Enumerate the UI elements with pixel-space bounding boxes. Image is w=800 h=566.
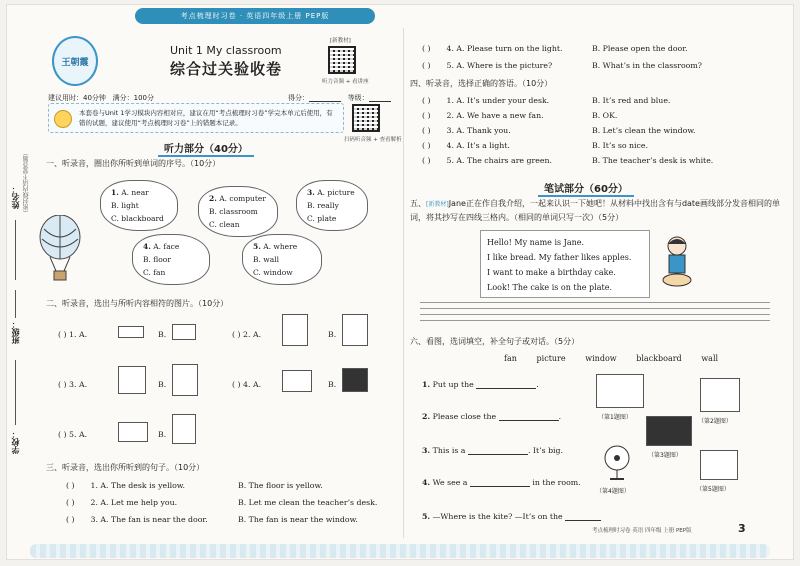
bee-icon <box>54 110 72 128</box>
q1-3-a[interactable]: A. picture <box>317 188 355 197</box>
exam-title: 综合过关验收卷 <box>170 60 283 78</box>
writing-line[interactable] <box>420 314 770 315</box>
name-line <box>15 220 16 280</box>
answer-blank[interactable] <box>468 447 528 455</box>
q3-title: 三、听录音，选出你所听到的句子。（10分） <box>46 463 205 472</box>
answer-paren[interactable]: ( ) <box>66 481 75 490</box>
word-bank-item: blackboard <box>636 354 682 363</box>
jane-intro-box <box>480 230 650 298</box>
hot-air-balloon-icon <box>36 215 84 285</box>
score-label: 满分：100分 <box>112 94 154 102</box>
writing-line[interactable] <box>420 302 770 303</box>
answer-paren[interactable]: ( ) <box>232 330 241 339</box>
q3-item-4: ( ) 4. A. Please turn on the light. <box>422 44 563 53</box>
q3-item-4-b: B. Please open the door. <box>592 44 688 53</box>
q1-title: 一、听录音，圈出你所听到单词的序号。（10分） <box>46 159 221 168</box>
q2-item-1: ( ) 1. A. B. <box>58 330 87 339</box>
answer-blank[interactable] <box>470 479 530 487</box>
caption-4: （第4题图） <box>596 488 630 495</box>
fan-picture <box>602 444 632 482</box>
blackboard-picture <box>646 416 692 446</box>
q4-item-3: ( ) 3. A. Thank you. <box>422 126 511 135</box>
usage-note <box>48 103 344 133</box>
intro-line-4: Look! The cake is on the plate. <box>487 283 612 292</box>
dengdi-field[interactable] <box>369 94 391 102</box>
q2-item-3: ( ) 3. A. B. <box>58 380 87 389</box>
answer-paren[interactable]: ( ) <box>232 380 241 389</box>
answer-blank[interactable] <box>476 381 536 389</box>
word-bank-item: picture <box>536 354 566 363</box>
writing-line[interactable] <box>420 308 770 309</box>
logo-text: 王朝霞 <box>61 57 89 68</box>
answer-blank[interactable] <box>565 513 601 521</box>
answer-paren[interactable]: ( ) <box>58 380 67 389</box>
word-bank-item: fan <box>504 354 517 363</box>
q3-item-5: ( ) 5. A. Where is the picture? <box>422 61 553 70</box>
answer-paren[interactable]: ( ) <box>58 430 67 439</box>
answer-paren[interactable]: ( ) <box>66 498 75 507</box>
q1-bubble-1: 1. A. near B. light C. blackboard <box>100 180 178 231</box>
window-icon <box>118 366 146 394</box>
q1-4-a[interactable]: A. face <box>153 242 180 251</box>
computer-icon <box>342 368 368 392</box>
top-banner: 考点梳理时习卷 · 英语四年级上册 PEP版 <box>135 8 375 24</box>
window-picture <box>700 378 740 412</box>
unit-title: Unit 1 My classroom <box>170 44 282 57</box>
q4-title: 四、听录音，选择正确的答语。（10分） <box>410 79 553 88</box>
q2-item-2: ( ) 2. A. B. <box>232 330 261 339</box>
qr-code-audio[interactable] <box>328 46 356 74</box>
listening-header: 听力部分（40分） <box>158 140 254 157</box>
brand-logo <box>52 36 98 86</box>
defen-label: 得分： <box>288 94 309 102</box>
page-number: 3 <box>738 522 746 535</box>
q3-item-2-b: B. Let me clean the teacher’s desk. <box>238 498 378 507</box>
q4-item-4-b: B. It’s so nice. <box>592 141 649 150</box>
girl-jane-icon <box>660 234 694 292</box>
writing-header: 笔试部分（60分） <box>538 180 634 197</box>
q3-item-1: ( ) 1. A. The desk is yellow. <box>66 481 186 490</box>
defen-field[interactable] <box>309 94 341 102</box>
decorative-border <box>30 544 770 558</box>
answer-paren[interactable]: ( ) <box>66 515 75 524</box>
q3-item-2: ( ) 2. A. Let me help you. <box>66 498 178 507</box>
q6-title: 六、看图，选词填空，补全句子或对话。（5分） <box>410 337 580 346</box>
q1-2-c[interactable]: C. clean <box>209 220 240 229</box>
writing-line[interactable] <box>420 320 770 321</box>
intro-line-1: Hello! My name is Jane. <box>487 238 585 247</box>
q3-item-1-b: B. The floor is yellow. <box>238 481 323 490</box>
door-icon <box>282 314 308 346</box>
qr-caption-answers: 扫码听音频 + 查看解析 <box>344 137 402 143</box>
q3-item-3: ( ) 3. A. The fan is near the door. <box>66 515 208 524</box>
note-text: 本套卷与Unit 1学习模块内容相对应，建议在用“考点梳理时习卷”学完本单元后使用，有错的试题，建议使用“考点梳理时习卷”上的错题本记录。 <box>79 109 333 127</box>
q4-item-5-b: B. The teacher’s desk is white. <box>592 156 714 165</box>
q1-1-c[interactable]: C. blackboard <box>111 214 164 223</box>
q3-item-5-b: B. What’s in the classroom? <box>592 61 702 70</box>
kite-on-wall-picture <box>596 374 644 408</box>
light-icon <box>172 364 198 396</box>
school-label: 学校： <box>11 430 20 454</box>
q4-item-1-b: B. It’s red and blue. <box>592 96 671 105</box>
q6-item-3: 3. This is a . It’s big. <box>422 446 564 455</box>
class-line <box>15 290 16 318</box>
intro-line-3: I want to make a birthday cake. <box>487 268 616 277</box>
answer-blank[interactable] <box>499 413 559 421</box>
answer-paren[interactable]: ( ) <box>422 126 431 135</box>
word-bank-item: wall <box>701 354 719 363</box>
fan-icon <box>172 324 196 340</box>
q1-bubble-5: 5. A. where B. wall C. window <box>242 234 322 285</box>
edition-tag: [新教材] <box>330 38 351 44</box>
q1-5-c[interactable]: C. window <box>253 268 293 277</box>
q2-item-5: ( ) 5. A. B. <box>58 430 87 439</box>
q3-item-3-b: B. The fan is near the window. <box>238 515 358 524</box>
footer-text: 考点梳理时习卷 英语 四年级 上册 PEP版 <box>592 528 692 534</box>
intro-line-2: I like bread. My father likes apples. <box>487 253 632 262</box>
q1-2-b[interactable]: B. classroom <box>209 207 258 216</box>
school-line <box>15 360 16 425</box>
picture-frame-picture <box>700 450 738 480</box>
q4-item-2-b: B. OK. <box>592 111 618 120</box>
q4-item-2: ( ) 2. A. We have a new fan. <box>422 111 544 120</box>
q2-title: 二、听录音，选出与所听内容相符的图片。（10分） <box>46 299 229 308</box>
chair-icon <box>172 414 196 444</box>
name-label: 姓名： <box>11 185 20 209</box>
q1-4-b[interactable]: B. floor <box>143 255 171 264</box>
page-divider <box>403 28 404 538</box>
q4-item-4: ( ) 4. A. It’s a light. <box>422 141 510 150</box>
q1-5-b[interactable]: B. wall <box>253 255 279 264</box>
time-label: 建议用时：40分钟 <box>48 94 106 102</box>
grade-fields <box>288 93 391 103</box>
qr-caption: 听力音频 + 看讲座 <box>322 79 369 85</box>
q1-3-b[interactable]: B. really <box>307 201 339 210</box>
q6-item-5: 5. —Where is the kite? —It’s on the <box>422 512 601 521</box>
word-bank <box>504 354 718 363</box>
dengdi-label: 等级： <box>347 94 369 102</box>
picture-wall-icon <box>342 314 368 346</box>
q4-item-3-b: B. Let’s clean the window. <box>592 126 696 135</box>
qr-code-answers[interactable] <box>352 104 380 132</box>
seal-note: （密封线内请不要答题） <box>23 150 30 216</box>
picture-icon <box>282 370 312 392</box>
q6-item-4: 4. We see a in the room. <box>422 478 581 487</box>
q1-1-b[interactable]: B. light <box>111 201 139 210</box>
q1-2-a[interactable]: A. computer <box>219 194 266 203</box>
answer-paren[interactable]: ( ) <box>422 111 431 120</box>
answer-paren[interactable]: ( ) <box>422 44 431 53</box>
caption-5: （第5题图） <box>696 486 730 493</box>
answer-paren[interactable]: ( ) <box>422 61 431 70</box>
caption-3: （第3题图） <box>648 452 682 459</box>
caption-2: （第2题图） <box>698 418 732 425</box>
air-conditioner-icon <box>118 326 144 338</box>
q2-item-4: ( ) 4. A. B. <box>232 380 261 389</box>
q6-item-1: 1. Put up the . <box>422 380 539 389</box>
caption-1: （第1题图） <box>598 414 632 421</box>
q1-3-c[interactable]: C. plate <box>307 214 337 223</box>
q5-title: 五、[新教材]Jane正在作自我介绍，一起来认识一下她吧！从材料中找出含有与date画线部分发音相同的单词，将其抄写在四线三格内。（相同的单词只写一次）（5分） <box>410 199 780 222</box>
q4-item-1: ( ) 1. A. It’s under your desk. <box>422 96 550 105</box>
q1-bubble-4: 4. A. face B. floor C. fan <box>132 234 210 285</box>
q1-4-c[interactable]: C. fan <box>143 268 166 277</box>
q1-bubble-3: 3. A. picture B. really C. plate <box>296 180 368 231</box>
class-label: 班级： <box>11 320 20 344</box>
q1-5-a[interactable]: A. where <box>263 242 298 251</box>
answer-paren[interactable]: ( ) <box>422 96 431 105</box>
word-bank-item: window <box>585 354 617 363</box>
q1-bubble-2: 2. A. computer B. classroom C. clean <box>198 186 278 237</box>
answer-paren[interactable]: ( ) <box>422 156 431 165</box>
answer-paren[interactable]: ( ) <box>58 330 67 339</box>
q6-item-2: 2. Please close the . <box>422 412 562 421</box>
q4-item-5: ( ) 5. A. The chairs are green. <box>422 156 552 165</box>
q1-1-a[interactable]: A. near <box>121 188 149 197</box>
desk-icon <box>118 422 148 442</box>
answer-paren[interactable]: ( ) <box>422 141 431 150</box>
exam-meta <box>48 93 154 103</box>
